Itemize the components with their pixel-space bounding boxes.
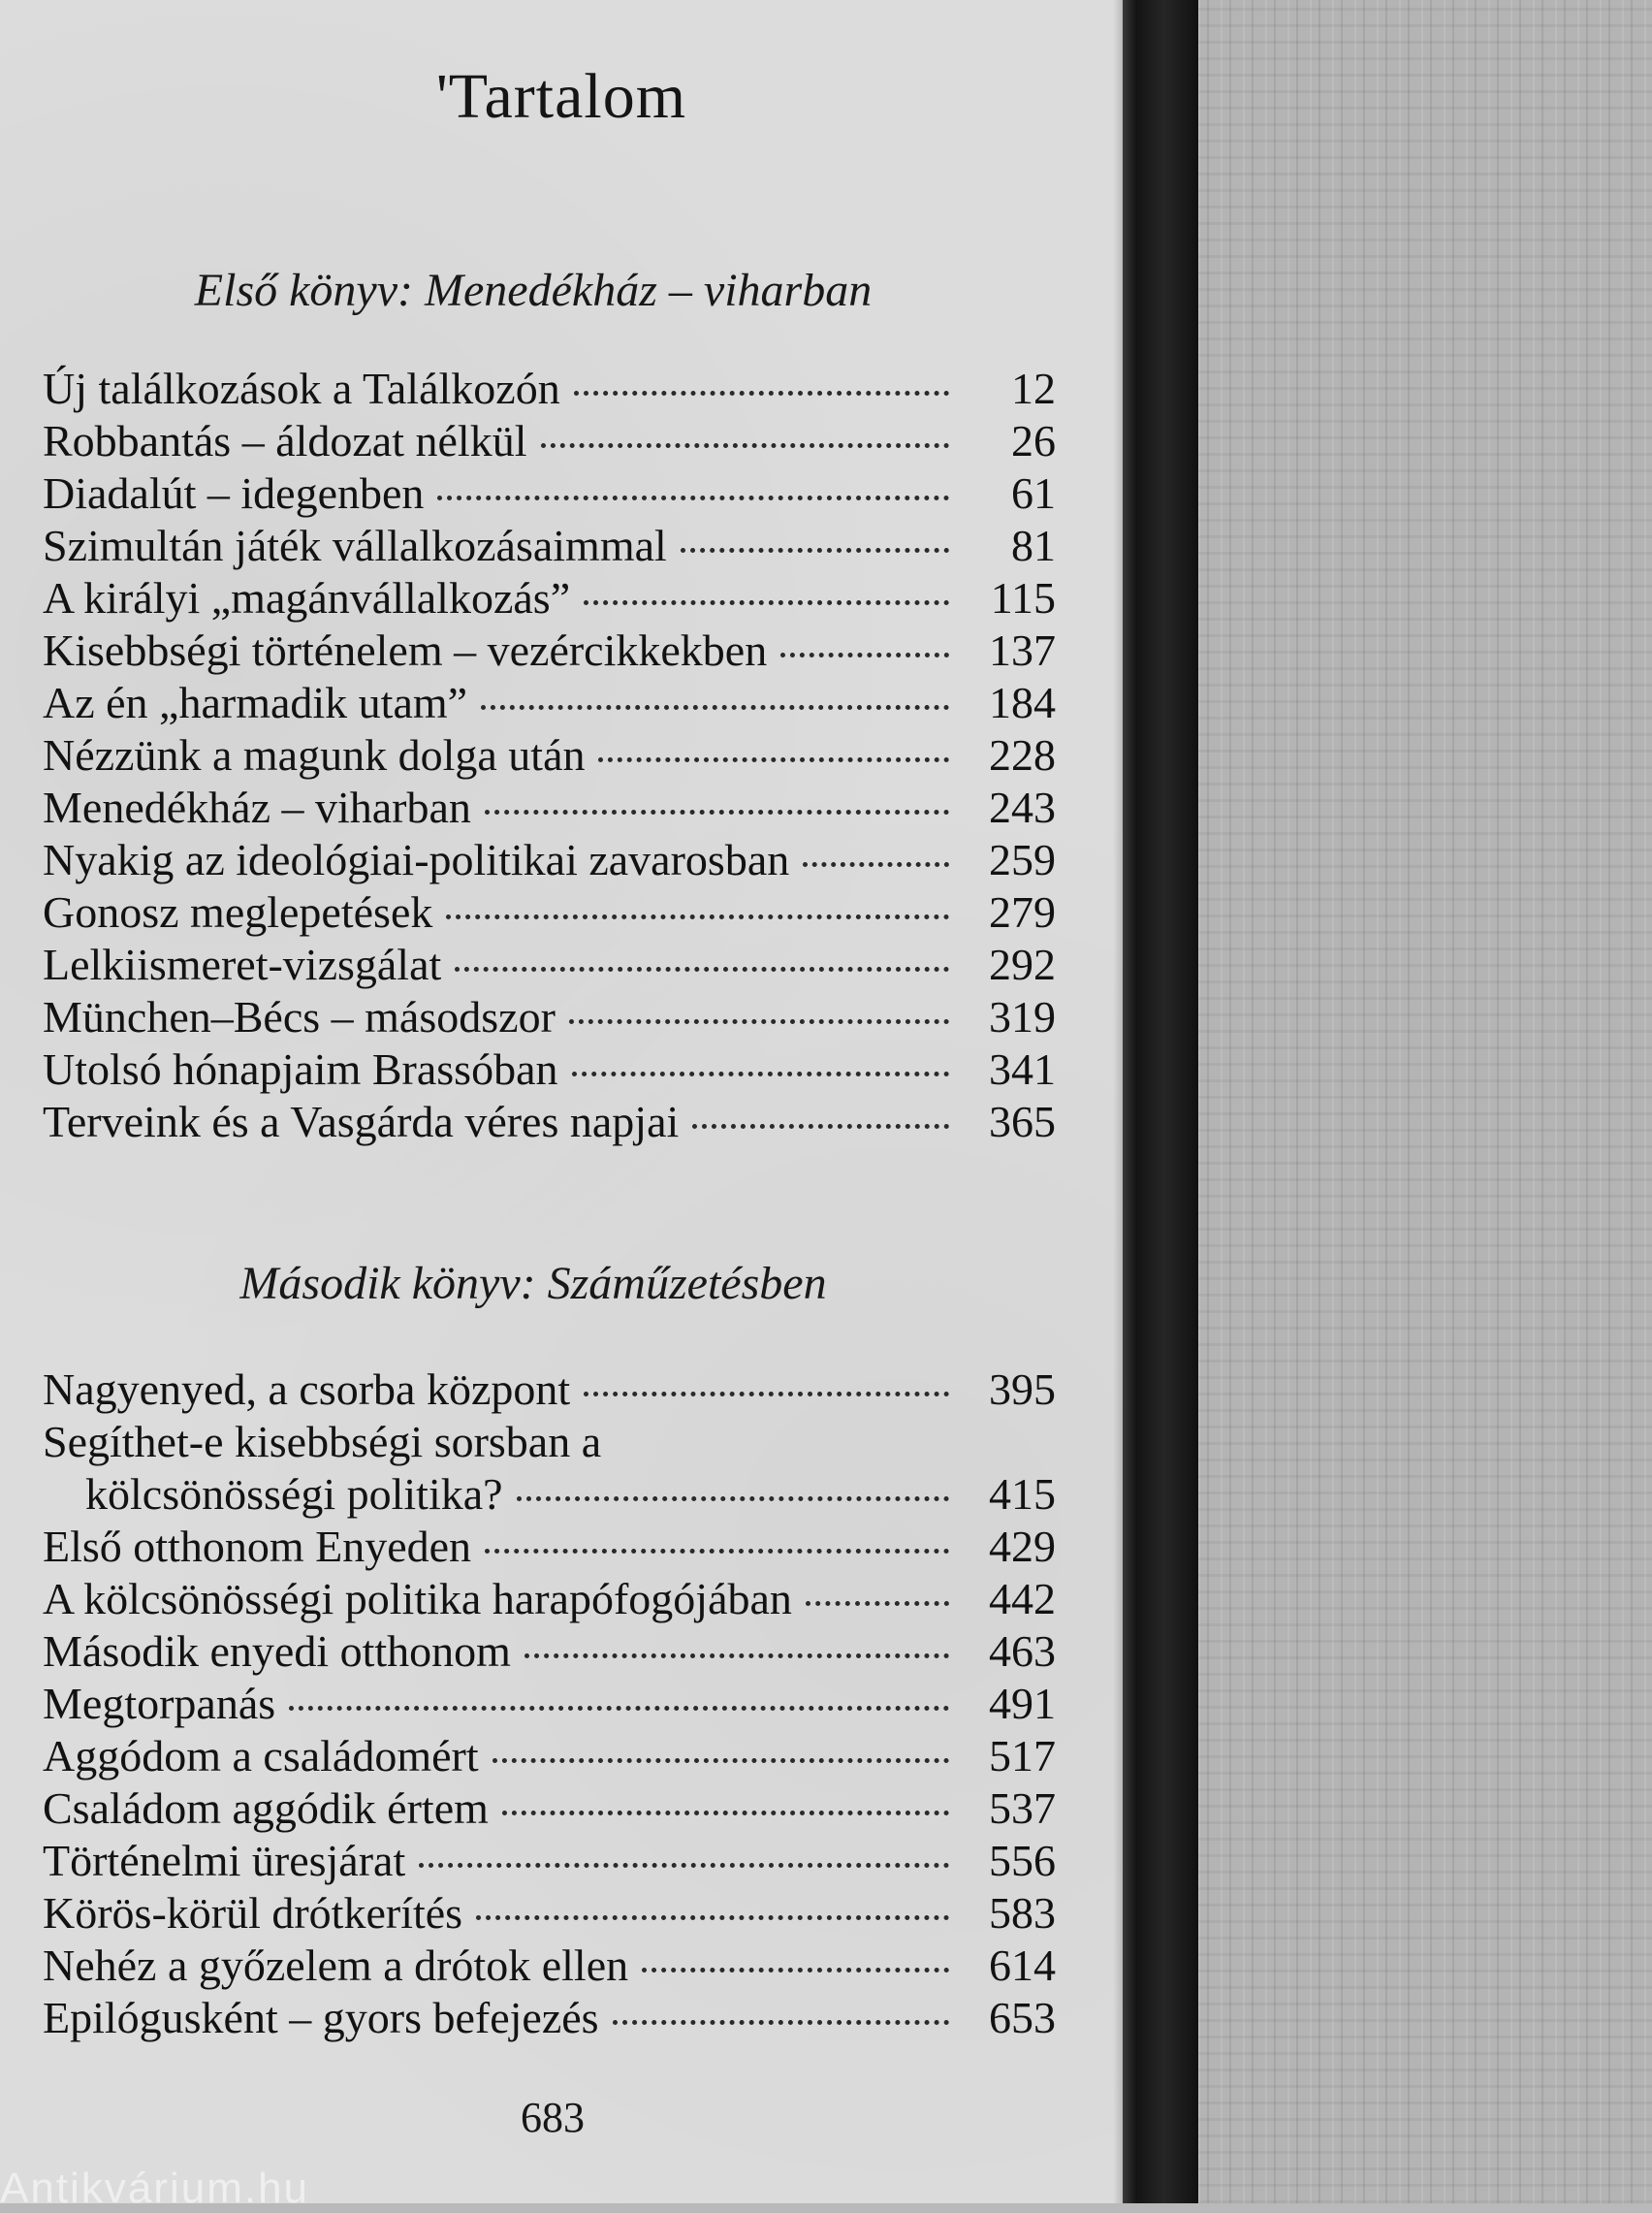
toc-entry-title: München–Bécs – másodszor xyxy=(43,992,556,1042)
background-surface xyxy=(1198,0,1652,2203)
toc-entry-page: 583 xyxy=(989,1888,1056,1938)
toc-entry xyxy=(43,1573,1056,1625)
toc-entry-title: Nehéz a győzelem a drótok ellen xyxy=(43,1940,629,1990)
toc-entry xyxy=(43,1835,1056,1887)
dot-leader xyxy=(598,757,949,762)
dot-leader xyxy=(681,548,949,553)
toc-entry xyxy=(43,1678,1056,1730)
dot-leader xyxy=(613,2020,949,2025)
toc-entry-page: 556 xyxy=(989,1836,1056,1885)
dot-leader xyxy=(572,1072,950,1076)
toc-entry xyxy=(43,886,1056,939)
toc-entry-page: 26 xyxy=(1011,416,1056,465)
toc-entry xyxy=(43,991,1056,1043)
dot-leader xyxy=(492,1758,949,1763)
toc-entry-page: 463 xyxy=(989,1626,1056,1676)
toc-entry-page: 517 xyxy=(989,1731,1056,1780)
toc-entry-page: 491 xyxy=(989,1679,1056,1728)
toc-entry xyxy=(43,625,1056,677)
toc-entry-page: 243 xyxy=(989,783,1056,832)
toc-entry-page: 279 xyxy=(989,887,1056,937)
toc-entry-page: 537 xyxy=(989,1783,1056,1833)
dot-leader xyxy=(803,862,949,867)
toc-entry-title: Megtorpanás xyxy=(43,1679,276,1728)
toc-entry-title: Epilógusként – gyors befejezés xyxy=(43,1993,599,2042)
dot-leader xyxy=(584,1392,949,1396)
toc-entry xyxy=(43,1887,1056,1940)
toc-entry-page: 12 xyxy=(1011,364,1056,413)
toc-entry xyxy=(43,1043,1056,1096)
toc-entry-title: Szimultán játék vállalkozásaimmal xyxy=(43,521,667,570)
toc-entry xyxy=(43,467,1056,520)
toc-list-book-2 xyxy=(43,1363,1056,2044)
toc-entry-page: 653 xyxy=(989,1993,1056,2042)
toc-entry-title: Családom aggódik értem xyxy=(43,1783,489,1833)
dot-leader xyxy=(574,391,949,396)
toc-entry-page: 137 xyxy=(989,625,1056,675)
toc-entry xyxy=(43,415,1056,467)
toc-entry-page: 184 xyxy=(989,678,1056,727)
toc-entry xyxy=(43,1940,1056,1992)
toc-entry-page: 365 xyxy=(989,1097,1056,1146)
toc-entry-page: 259 xyxy=(989,835,1056,884)
toc-entry-page: 341 xyxy=(989,1044,1056,1094)
dot-leader xyxy=(780,653,949,657)
toc-entry-title: A királyi „magánvállalkozás” xyxy=(43,573,571,623)
toc-entry xyxy=(43,1521,1056,1573)
toc-entry-page: 395 xyxy=(989,1364,1056,1414)
toc-entry-title: Kisebbségi történelem – vezércikkekben xyxy=(43,625,768,675)
dot-leader xyxy=(485,1549,949,1554)
toc-entry xyxy=(43,677,1056,729)
toc-entry-title: Az én „harmadik utam” xyxy=(43,678,468,727)
toc-entry xyxy=(43,1730,1056,1782)
dot-leader xyxy=(642,1968,949,1972)
toc-entry xyxy=(43,939,1056,991)
page-number: 683 xyxy=(521,2094,585,2141)
dot-leader xyxy=(541,443,950,448)
book-heading-1: Első könyv: Menedékház – viharban xyxy=(194,265,873,316)
dot-leader xyxy=(524,1653,949,1658)
toc-entry xyxy=(43,1992,1056,2044)
book-heading-2: Második könyv: Száműzetésben xyxy=(239,1258,827,1309)
dot-leader xyxy=(517,1496,949,1501)
dot-leader xyxy=(502,1811,949,1815)
dot-leader xyxy=(289,1706,949,1711)
dot-leader xyxy=(437,496,949,500)
dot-leader xyxy=(455,967,949,972)
toc-entry xyxy=(43,1363,1056,1416)
dot-leader xyxy=(584,600,949,605)
toc-entry-title: Nyakig az ideológiai-politikai zavarosban xyxy=(43,835,790,884)
toc-entry xyxy=(43,363,1056,415)
toc-entry-page: 292 xyxy=(989,940,1056,989)
watermark: Antikvárium.hu xyxy=(0,2165,310,2212)
toc-entry-title: Nézzünk a magunk dolga után xyxy=(43,730,586,780)
toc-entry-title: Lelkiismeret-vizsgálat xyxy=(43,940,442,989)
toc-entry-title: Új találkozások a Találkozón xyxy=(43,364,560,413)
toc-entry-page: 614 xyxy=(989,1940,1056,1990)
dot-leader xyxy=(419,1863,949,1868)
toc-entry-title: Nagyenyed, a csorba központ xyxy=(43,1364,571,1414)
book-spine xyxy=(1123,0,1198,2203)
toc-entry-page: 442 xyxy=(989,1574,1056,1623)
toc-entry xyxy=(43,834,1056,886)
toc-entry-title: Diadalút – idegenben xyxy=(43,468,425,518)
toc-entry xyxy=(43,782,1056,834)
toc-entry-page: 81 xyxy=(1011,521,1056,570)
toc-entry-title: Utolsó hónapjaim Brassóban xyxy=(43,1044,558,1094)
toc-entry xyxy=(43,729,1056,782)
toc-entry-title: Első otthonom Enyeden xyxy=(43,1522,472,1571)
toc-entry-title: Menedékház – viharban xyxy=(43,783,471,832)
toc-entry-title: Terveink és a Vasgárda véres napjai xyxy=(43,1097,680,1146)
dot-leader xyxy=(569,1019,949,1024)
toc-entry-page: 115 xyxy=(990,573,1056,623)
toc-entry xyxy=(43,1625,1056,1678)
dot-leader xyxy=(476,1915,949,1920)
toc-entry-page: 429 xyxy=(989,1522,1056,1571)
dot-leader xyxy=(446,914,949,919)
toc-entry-title: Második enyedi otthonom xyxy=(43,1626,511,1676)
toc-entry-title: Gonosz meglepetések xyxy=(43,887,433,937)
toc-entry-title: Aggódom a családomért xyxy=(43,1731,479,1780)
dot-leader xyxy=(481,705,949,710)
dot-leader xyxy=(485,810,949,815)
toc-entry xyxy=(43,520,1056,572)
toc-entry xyxy=(43,1096,1056,1148)
toc-entry xyxy=(43,572,1056,625)
toc-entry-title: Történelmi üresjárat xyxy=(43,1836,406,1885)
toc-entry xyxy=(43,1782,1056,1835)
page-title: 'Tartalom xyxy=(435,61,687,132)
toc-list-book-1 xyxy=(43,363,1056,1148)
toc-entry-page: 415 xyxy=(989,1469,1056,1519)
toc-entry-page: 319 xyxy=(989,992,1056,1042)
toc-entry-title-continued: kölcsönösségi politika? xyxy=(85,1469,503,1519)
toc-entry-title: Körös-körül drótkerítés xyxy=(43,1888,463,1938)
toc-entry-page: 61 xyxy=(1011,468,1056,518)
dot-leader xyxy=(806,1601,949,1606)
toc-entry-title: Robbantás – áldozat nélkül xyxy=(43,416,527,465)
toc-entry xyxy=(43,1416,1056,1521)
toc-entry-page: 228 xyxy=(989,730,1056,780)
toc-entry-title: A kölcsönösségi politika harapófogójában xyxy=(43,1574,792,1623)
dot-leader xyxy=(692,1124,949,1129)
toc-entry-title: Segíthet-e kisebbségi sorsban a xyxy=(43,1417,602,1466)
